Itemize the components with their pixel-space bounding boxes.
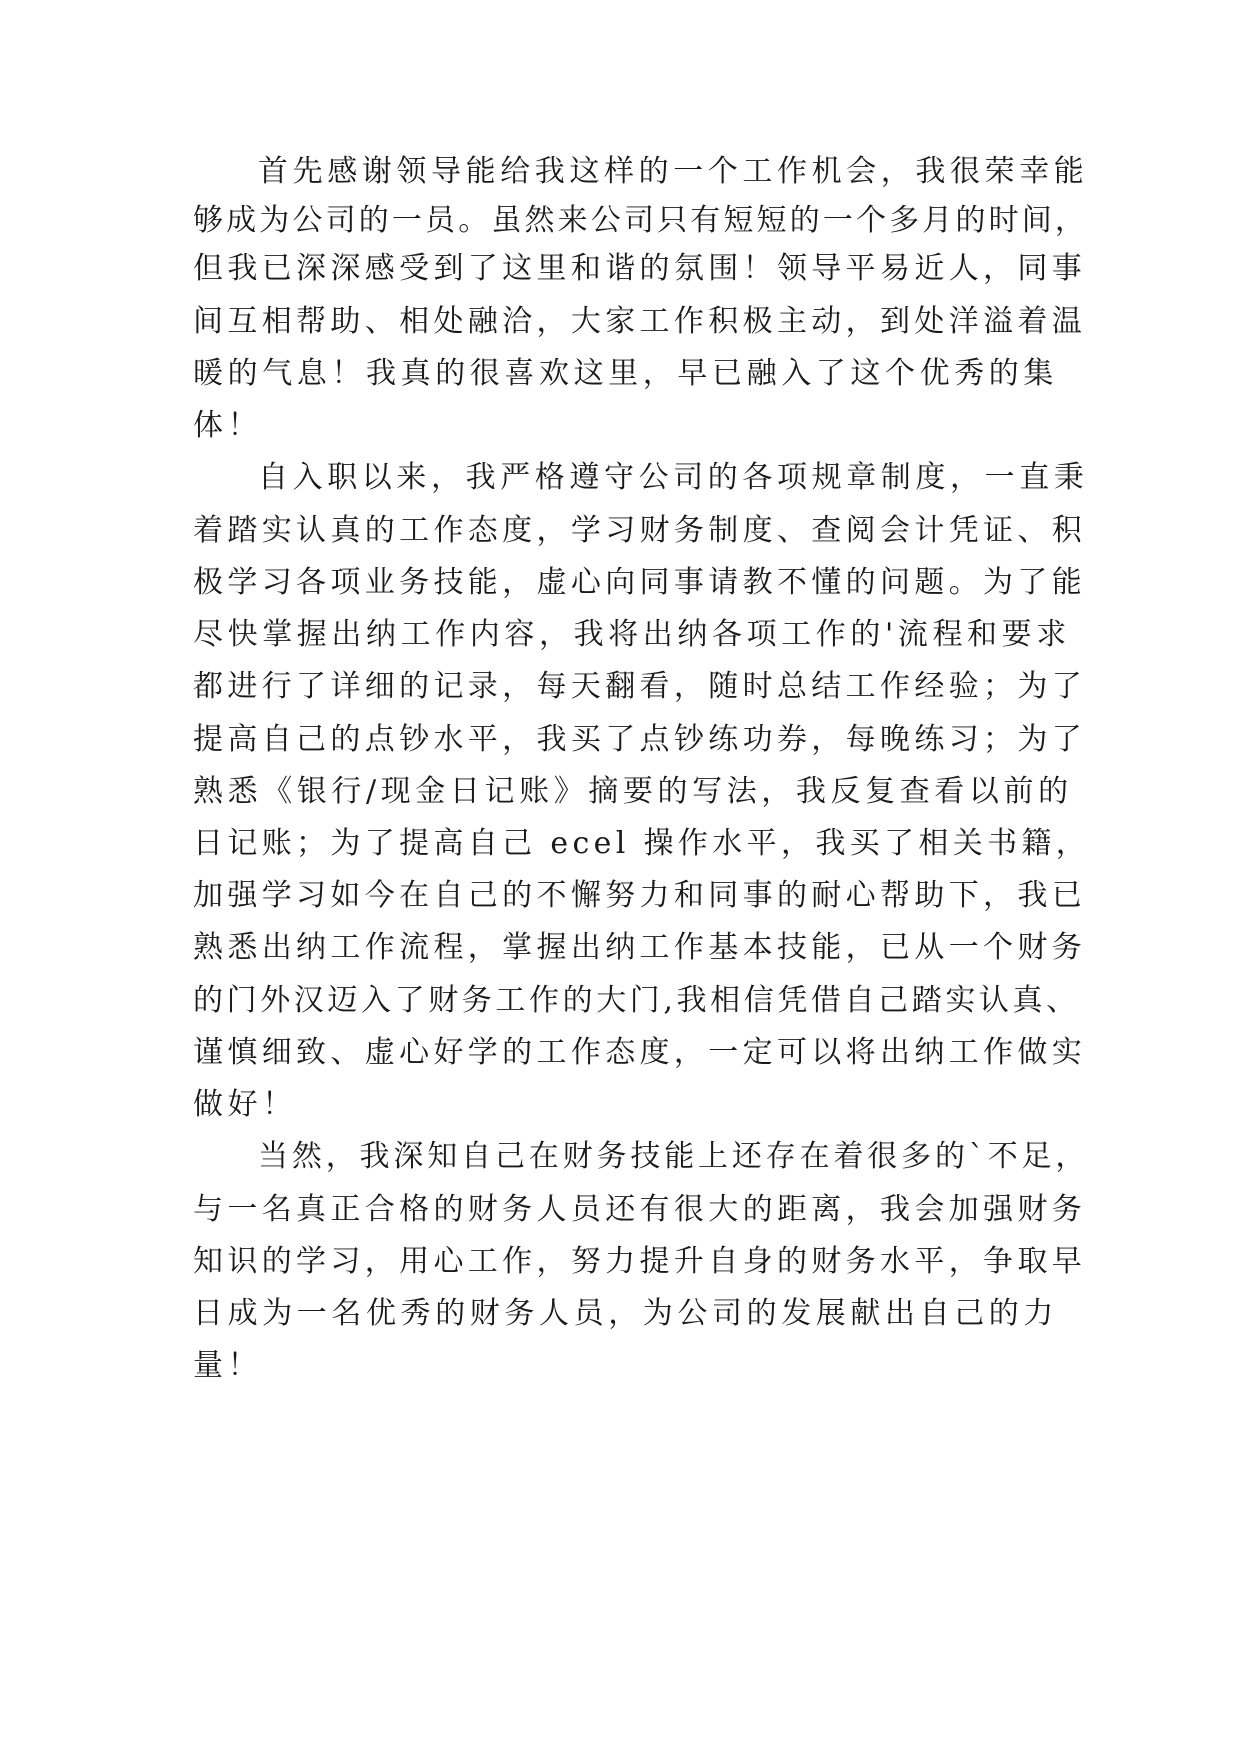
para3-line5: 量！ (193, 1348, 263, 1383)
para2-line8: 日记账；为了提高自己 ecel 操作水平，我买了相关书籍， (193, 826, 1091, 861)
para1-line5: 暖的气息！我真的很喜欢这里，早已融入了这个优秀的集 (193, 356, 1058, 391)
para2-line4: 尽快掌握出纳工作内容，我将出纳各项工作的'流程和要求 (193, 617, 1071, 652)
para2-line6: 提高自己的点钞水平，我买了点钞练功券，每晚练习；为了 (193, 722, 1087, 757)
para3-line1: 当然，我深知自己在财务技能上还存在着很多的`不足， (258, 1139, 1090, 1174)
para1-line1: 首先感谢领导能给我这样的一个工作机会，我很荣幸能 (258, 154, 1089, 189)
para2-line3: 极学习各项业务技能，虚心向同事请教不懂的问题。为了能 (193, 565, 1087, 600)
para1-line4: 间互相帮助、相处融洽，大家工作积极主动，到处洋溢着温 (193, 304, 1087, 339)
para1-line6: 体！ (193, 408, 263, 443)
para2-line1: 自入职以来，我严格遵守公司的各项规章制度，一直秉 (258, 460, 1089, 495)
para3-line3: 知识的学习，用心工作，努力提升自身的财务水平，争取早 (193, 1244, 1087, 1279)
para2-line2: 着踏实认真的工作态度，学习财务制度、查阅会计凭证、积 (193, 513, 1087, 548)
para2-line11: 的门外汉迈入了财务工作的大门,我相信凭借自己踏实认真、 (193, 983, 1080, 1018)
para2-line10: 熟悉出纳工作流程，掌握出纳工作基本技能，已从一个财务 (193, 930, 1087, 965)
para3-line4: 日成为一名优秀的财务人员，为公司的发展献出自己的力 (193, 1296, 1058, 1331)
para2-line5: 都进行了详细的记录，每天翻看，随时总结工作经验；为了 (193, 669, 1087, 704)
para3-line2: 与一名真正合格的财务人员还有很大的距离，我会加强财务 (193, 1192, 1087, 1227)
para1-line2: 够成为公司的一员。虽然来公司只有短短的一个多月的时间， (193, 203, 1089, 238)
para2-line9: 加强学习如今在自己的不懈努力和同事的耐心帮助下，我已 (193, 878, 1087, 913)
para1-line3: 但我已深深感受到了这里和谐的氛围！领导平易近人，同事 (193, 251, 1087, 286)
para2-line13: 做好！ (193, 1087, 297, 1122)
para2-line7: 熟悉《银行/现金日记账》摘要的写法，我反复查看以前的 (193, 774, 1073, 809)
para2-line12: 谨慎细致、虚心好学的工作态度，一定可以将出纳工作做实 (193, 1035, 1087, 1070)
